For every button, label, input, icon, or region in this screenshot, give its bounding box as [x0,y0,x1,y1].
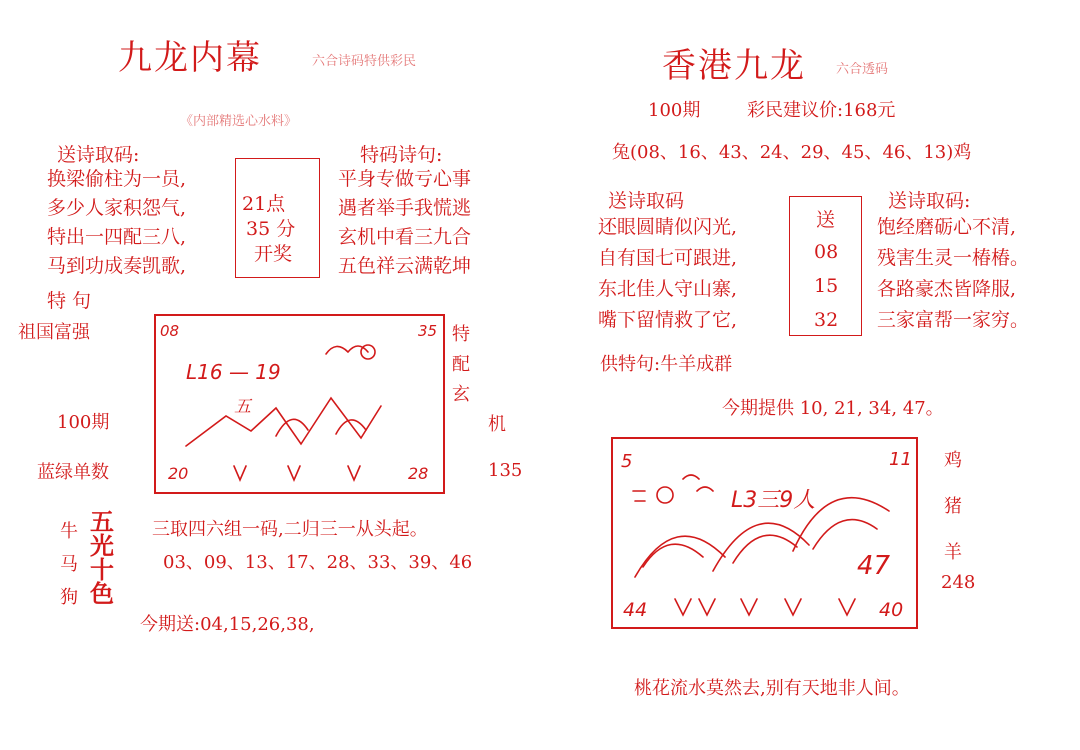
poem-line: 各路豪杰皆降服, [877,278,1017,300]
mountain-stroke [186,398,381,446]
poem-line: 特出一四配三八, [47,226,187,248]
vertical-char: 特 [452,324,470,345]
right-sketch-drawing [613,439,916,627]
left-side-period: 100期 [57,412,110,433]
box-line: 送 [816,209,836,231]
poem-line: 饱经磨砺心不清, [877,216,1017,238]
left-this-period: 今期送:04,15,26,38, [140,614,315,635]
left-five-elements [90,507,114,608]
sketch-tr: 35 [418,322,438,340]
right-col1-poem [598,212,737,336]
right-numbers-box [789,196,862,336]
sketch-tl: 08 [160,322,180,340]
poem-line: 残害生灵一椿椿。 [877,247,1030,269]
poem-line: 东北佳人守山寨, [598,278,738,300]
right-zodiac-numbers: 兔(08、16、43、24、29、45、46、13)鸡 [612,142,972,163]
element-char: 光 [90,531,114,560]
sketch-formula: L3三9人 [731,488,816,513]
poem-line: 玄机中看三九合 [338,226,472,248]
box-line: 21点 [242,193,286,215]
left-subheading: 《内部精选心水料》 [180,114,298,129]
right-col2-label: 送诗取码: [888,190,971,212]
vertical-char: 猪 [944,496,962,517]
left-sketch-box [154,314,445,494]
right-side-vertical [944,438,962,576]
sketch-mid: 五 [234,397,251,417]
box-line: 35 分 [246,218,296,240]
sketch-bl: 44 [623,599,648,621]
right-footer: 桃花流水莫然去,别有天地非人间。 [634,678,910,699]
left-side-right-number: 135 [488,460,523,481]
right-col2-poem [877,212,1029,336]
left-title: 九龙内幕 [118,38,262,78]
vertical-char: 羊 [944,542,962,563]
right-sketch-box [611,437,918,629]
poem-line: 自有国七可跟进, [598,247,738,269]
sketch-mid: 47 [857,551,891,581]
right-col1-label: 送诗取码 [608,190,685,212]
sketch-br: 40 [879,599,904,621]
box-line: 08 [814,241,839,263]
right-title: 香港九龙 [662,46,806,86]
poem-line: 马到功成奏凯歌, [47,255,187,277]
sun-mark [657,487,673,503]
grass-stroke [675,599,855,615]
hill-stroke [635,498,889,577]
element-char: 五 [90,507,114,536]
sketch-br: 28 [408,464,429,483]
left-side-top: 祖国富强 [18,322,90,343]
poem-line: 换梁偷柱为一员, [47,168,187,190]
zodiac-char: 牛 [60,521,78,542]
left-side-bottom: 蓝绿单数 [37,462,109,483]
left-sketch-drawing [156,316,443,492]
left-title-sub: 六合诗码特供彩民 [312,54,417,69]
right-special-poem: 供特句:牛羊成群 [600,354,733,375]
sketch-bl: 20 [168,464,189,483]
element-char: 色 [90,579,114,608]
poem-line: 嘴下留情救了它, [598,309,738,331]
poem-line: 五色祥云满乾坤 [338,255,472,277]
grass-stroke [234,466,360,480]
left-side-right-ji: 机 [488,414,506,435]
sketch-formula: L16 — 19 [186,360,281,384]
poem-line: 遇者举手我慌逃 [338,197,472,219]
left-side-right-vertical [452,320,470,410]
left-draw-time-box [235,158,320,278]
sketch-tr: 11 [889,449,912,470]
zodiac-char: 狗 [60,587,78,608]
vertical-char: 鸡 [944,450,962,471]
right-price: 彩民建议价:168元 [747,100,896,121]
vertical-char: 玄 [452,384,470,405]
right-this-period: 今期提供 10, 21, 34, 47。 [722,398,944,419]
poem-line: 三家富帮一家穷。 [877,309,1030,331]
right-period: 100期 [648,100,701,121]
hill-inner-stroke [643,520,877,567]
poem-line: 平身专做亏心事 [338,168,472,190]
left-col1-label: 送诗取码: [57,144,140,166]
sketch-tl: 5 [621,451,633,472]
element-char: 十 [90,555,114,584]
left-col2-poem [338,165,471,281]
left-numbers-line: 03、09、13、17、28、33、39、46 [163,552,473,573]
poem-line: 多少人家积怨气, [47,197,187,219]
left-zodiac-col [60,515,78,614]
zodiac-char: 马 [60,554,78,575]
left-rule-text: 三取四六组一码,二归三一从头起。 [152,519,428,540]
left-special-label: 特 句 [47,290,92,312]
right-title-sub: 六合透码 [836,62,889,77]
left-col1-poem [47,165,186,281]
box-line: 开奖 [254,243,293,265]
left-col2-label: 特码诗句: [360,144,443,166]
box-line: 32 [814,309,839,331]
right-side-number: 248 [941,572,976,593]
box-line: 15 [814,275,839,297]
poem-line: 还眼圆睛似闪光, [598,216,738,238]
vertical-char: 配 [452,354,470,375]
